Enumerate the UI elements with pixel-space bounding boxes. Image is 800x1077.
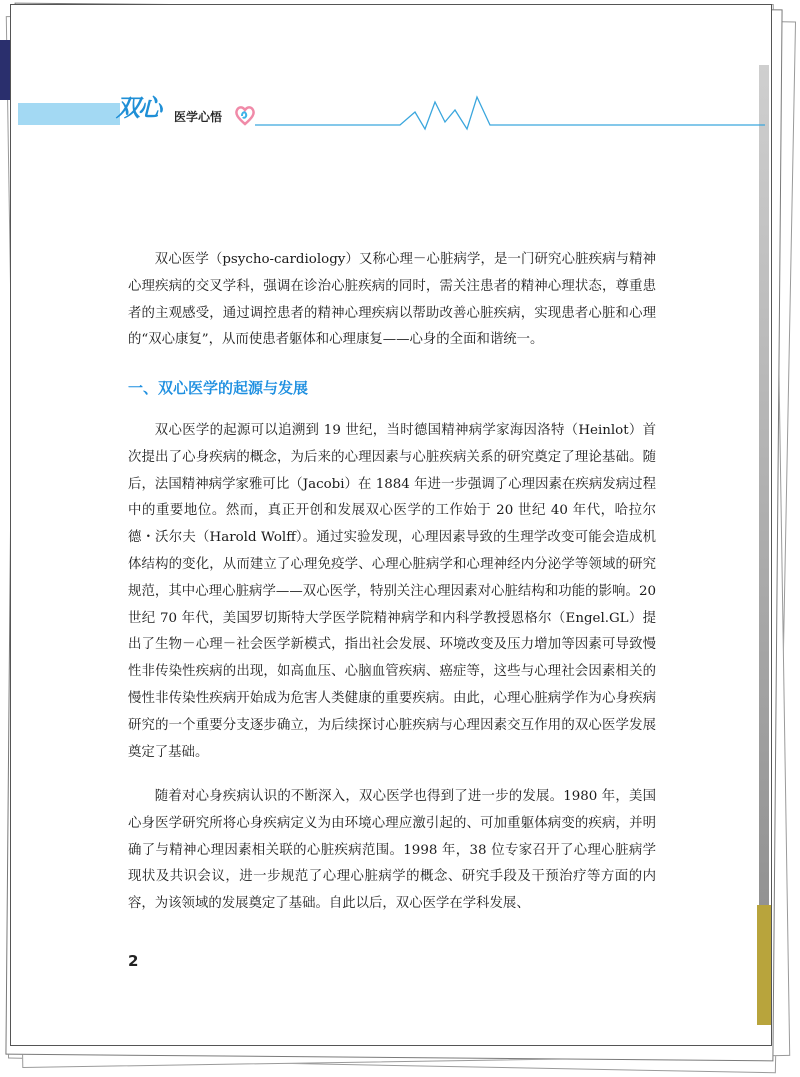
page-number: 2 — [128, 952, 139, 970]
page-edge-shade — [759, 65, 769, 965]
heartbeat-line-icon — [255, 92, 765, 132]
logo-text: 医学心悟 — [174, 110, 223, 124]
logo-mark: 双心 — [116, 94, 160, 122]
heart-logo-icon — [234, 104, 256, 126]
body-paragraph: 随着对心身疾病认识的不断深入，双心医学也得到了进一步的发展。1980 年，美国心身医学研究所将心身疾病定义为由环境心理应激引起的、可加重躯体病变的疾病，并明确了与精神心理因素相关联的心脏疾病范围。1998 年，38 位专家召开了心理心脏病学现状及共识会议，进一步规范了心理心脏病学的概念、研究手段及干预治疗等方面的内容，为该领域的发展奠定了基础。自此以后，双心医学在学科发展、 — [128, 789, 656, 912]
page-edge-shade — [757, 905, 771, 1025]
header-band — [18, 103, 120, 125]
section-heading: 一、双心医学的起源与发展 — [128, 379, 309, 397]
intro-paragraph: 双心医学（psycho-cardiology）又称心理－心脏病学，是一门研究心脏疾病与精神心理疾病的交叉学科，强调在诊治心脏疾病的同时，需关注患者的精神心理状态，尊重患者的主观感受，通过调控患者的精神心理疾病以帮助改善心脏疾病，实现患者心脏和心理的“双心康复”，从而使患者躯体和心理康复——心身的全面和谐统一。 — [128, 252, 656, 348]
body-paragraph: 双心医学的起源可以追溯到 19 世纪，当时德国精神病学家海因洛特（Heinlot）首次提出了心身疾病的概念，为后来的心理因素与心脏疾病关系的研究奠定了理论基础。随后，法国精神病学家雅可比（Jacobi）在 1884 年进一步强调了心理因素在疾病发病过程中的重要地位。然而，真正开创和发展双心医学的工作始于 20 世纪 40 年代，哈拉尔德・沃尔夫（Harold Wolff）。通过实验发现，心理因素导致的生理学改变可能会造成机体结构的变化，从而建立了心理免疫学、心理心脏病学和心理神经内分泌学等领域的研究规范，其中心理心脏病学——双心医学，特别关注心理因素对心脏结构和功能的影响。20 世纪 70 年代，美国罗切斯特大学医学院精神病学和内科学教授恩格尔（Engel.GL）提出了生物－心理－社会医学新模式，指出社会发展、环境改变及压力增加等因素可导致慢性非传染性疾病的出现，如高血压、心脑血管疾病、癌症等，这些与心理社会因素相关的慢性非传染性疾病开始成为危害人类健康的重要疾病。由此，心理心脏病学作为心身疾病研究的一个重要分支逐步确立，为后续探讨心脏疾病与心理因素交互作用的双心医学发展奠定了基础。 — [128, 423, 656, 760]
